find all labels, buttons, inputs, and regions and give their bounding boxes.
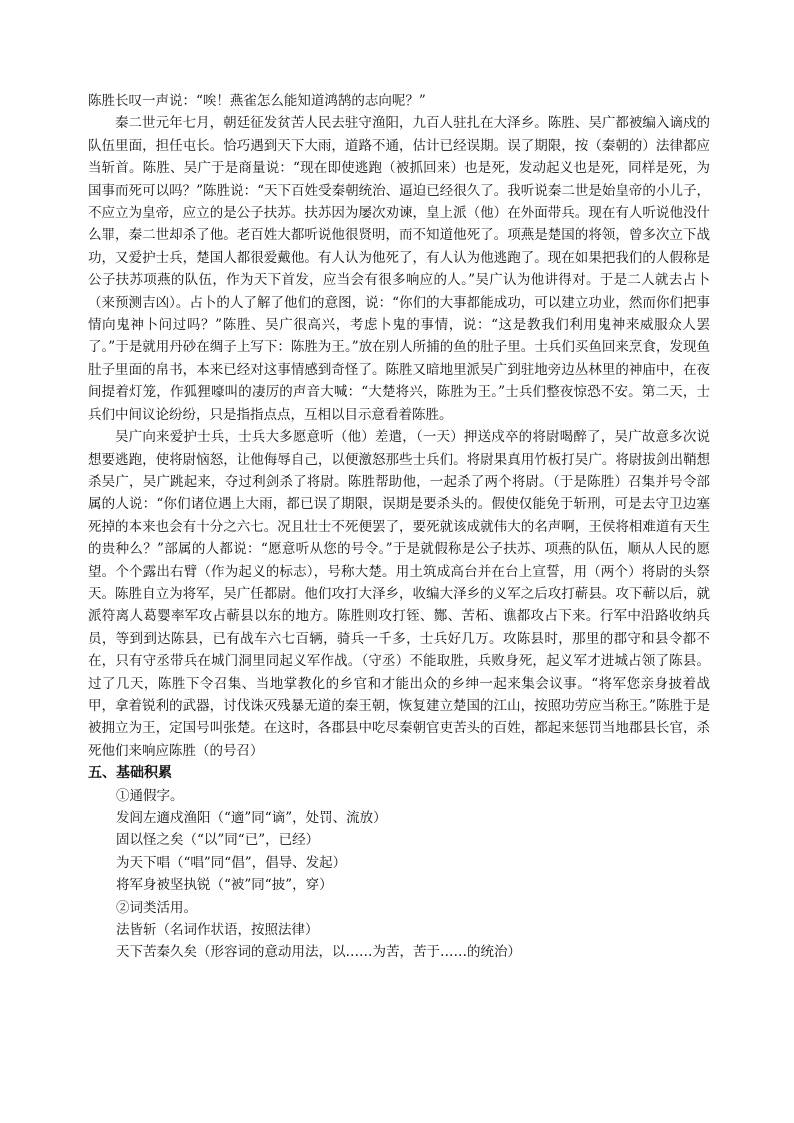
section-heading: 五、基础积累 [88,765,172,782]
paragraph-uprising-action: 吴广向来爱护士兵，士兵大多愿意听（他）差遣，（一天）押送戍卒的将尉喝醉了，吴广故意多次说想要逃跑，使将尉恼怒，让他侮辱自己，以便激怒那些士兵们。将尉果真用竹板打吴广。将尉拔剑出鞘想杀吴广，吴广跳起来，夺过利剑杀了将尉。陈胜帮助他，一起杀了两个将尉。（于是陈胜）召集并号令部属的人说：“你们诸位遇上大雨，都已误了期限，误期是要杀头的。假使仅能免于斩刑，可是去守卫边塞死掉的本来也会有十分之六七。况且壮士不死便罢了，要死就该成就伟大的名声啊，王侯将相难道有天生的贵种么？”部属的人都说：“愿意听从您的号令。”于是就假称是公子扶苏、项燕的队伍，顺从人民的愿望。个个露出右臂（作为起义的标志），号称大楚。用土筑成高台并在台上宣誓，用（两个）将尉的头祭天。陈胜自立为将军，吴广任都尉。他们攻打大泽乡，收编大泽乡的义军之后攻打蕲县。攻下蕲以后，就派符离人葛婴率军攻占蕲县以东的地方。陈胜则攻打铚、酂、苦柘、谯都攻占下来。行军中沿路收纳兵员，等到到达陈县，已有战车六七百辆，骑兵一千多，士兵好几万。攻陈县时，那里的郡守和县令都不在，只有守丞带兵在城门洞里同起义军作战。（守丞）不能取胜，兵败身死，起义军才进城占领了陈县。过了几天，陈胜下令召集、当地掌教化的乡官和才能出众的乡绅一起来集会议事。“将军您亲身披着战甲，拿着锐利的武器，讨伐诛灭残暴无道的秦王朝，恢复建立楚国的江山，按照功劳应当称王。”陈胜于是被拥立为王，定国号叫张楚。在这时，各郡县中吃尽秦朝官吏苦头的百姓，都起来惩罚当地郡县长官，杀死他们来响应陈胜（的号召） [88,429,710,759]
list-item-tongjiazi-title: ①通假字。 [116,787,184,804]
paragraph-chen-sheng-sigh: 陈胜长叹一声说：“唉！燕雀怎么能知道鸿鹄的志向呢？” [88,93,426,109]
paragraph-uprising-plan: 秦二世元年七月，朝廷征发贫苦人民去驻守渔阳，九百人驻扎在大泽乡。陈胜、吴广都被编入谪戍的队伍里面，担任屯长。恰巧遇到天下大雨，道路不通，估计已经误期。误了期限，按（秦朝的）法律都应当斩首。陈胜、吴广于是商量说：“现在即使逃跑（被抓回来）也是死，发动起义也是死，同样是死，为国事而死可以吗？”陈胜说：“天下百姓受秦朝统治、逼迫已经很久了。我听说秦二世是始皇帝的小儿子，不应立为皇帝，应立的是公子扶苏。扶苏因为屡次劝谏，皇上派（他）在外面带兵。现在有人听说他没什么罪，秦二世却杀了他。老百姓大都听说他很贤明，而不知道他死了。项燕是楚国的将领，曾多次立下战功，又爱护士兵，楚国人都很爱戴他。有人认为他死了，有人认为他逃跑了。现在如果把我们的人假称是公子扶苏项燕的队伍，作为天下首发，应当会有很多响应的人。”吴广认为他讲得对。于是二人就去占卜（来预测吉凶）。占卜的人了解了他们的意图，说：“你们的大事都能成功，可以建立功业，然而你们把事情向鬼神卜问过吗？”陈胜、吴广很高兴，考虑卜鬼的事情，说：“这是教我们利用鬼神来威服众人罢了。”于是就用丹砂在绸子上写下：陈胜为王。”放在别人所捕的鱼的肚子里。士兵们买鱼回来烹食，发现鱼肚子里面的帛书，本来已经对这事情感到奇怪了。陈胜又暗地里派吴广到驻地旁边丛林里的神庙中，在夜间提着灯笼，作狐狸嚎叫的凄厉的声音大喊：“大楚将兴，陈胜为王。”士兵们整夜惊恐不安。第二天，士兵们中间议论纷纷，只是指指点点，互相以目示意看着陈胜。 [88,115,710,423]
list-item: 天下苦秦久矣（形容词的意动用法，以……为苦，苦于……的统治） [116,944,521,961]
list-item-cileihuoyong-title: ②词类活用。 [116,899,197,916]
list-item: 法皆斩（名词作状语，按照法律） [116,922,319,939]
document-page [88,90,710,964]
list-item: 固以怪之矣（“以”同“已”，已经） [116,832,320,849]
list-item: 发闾左適戍渔阳（“適”同“谪”，处罚、流放） [116,810,387,826]
list-item: 将军身被坚执锐（“被”同“披”，穿） [116,877,333,894]
list-item: 为天下唱（“唱”同“倡”，倡导、发起） [116,854,347,871]
